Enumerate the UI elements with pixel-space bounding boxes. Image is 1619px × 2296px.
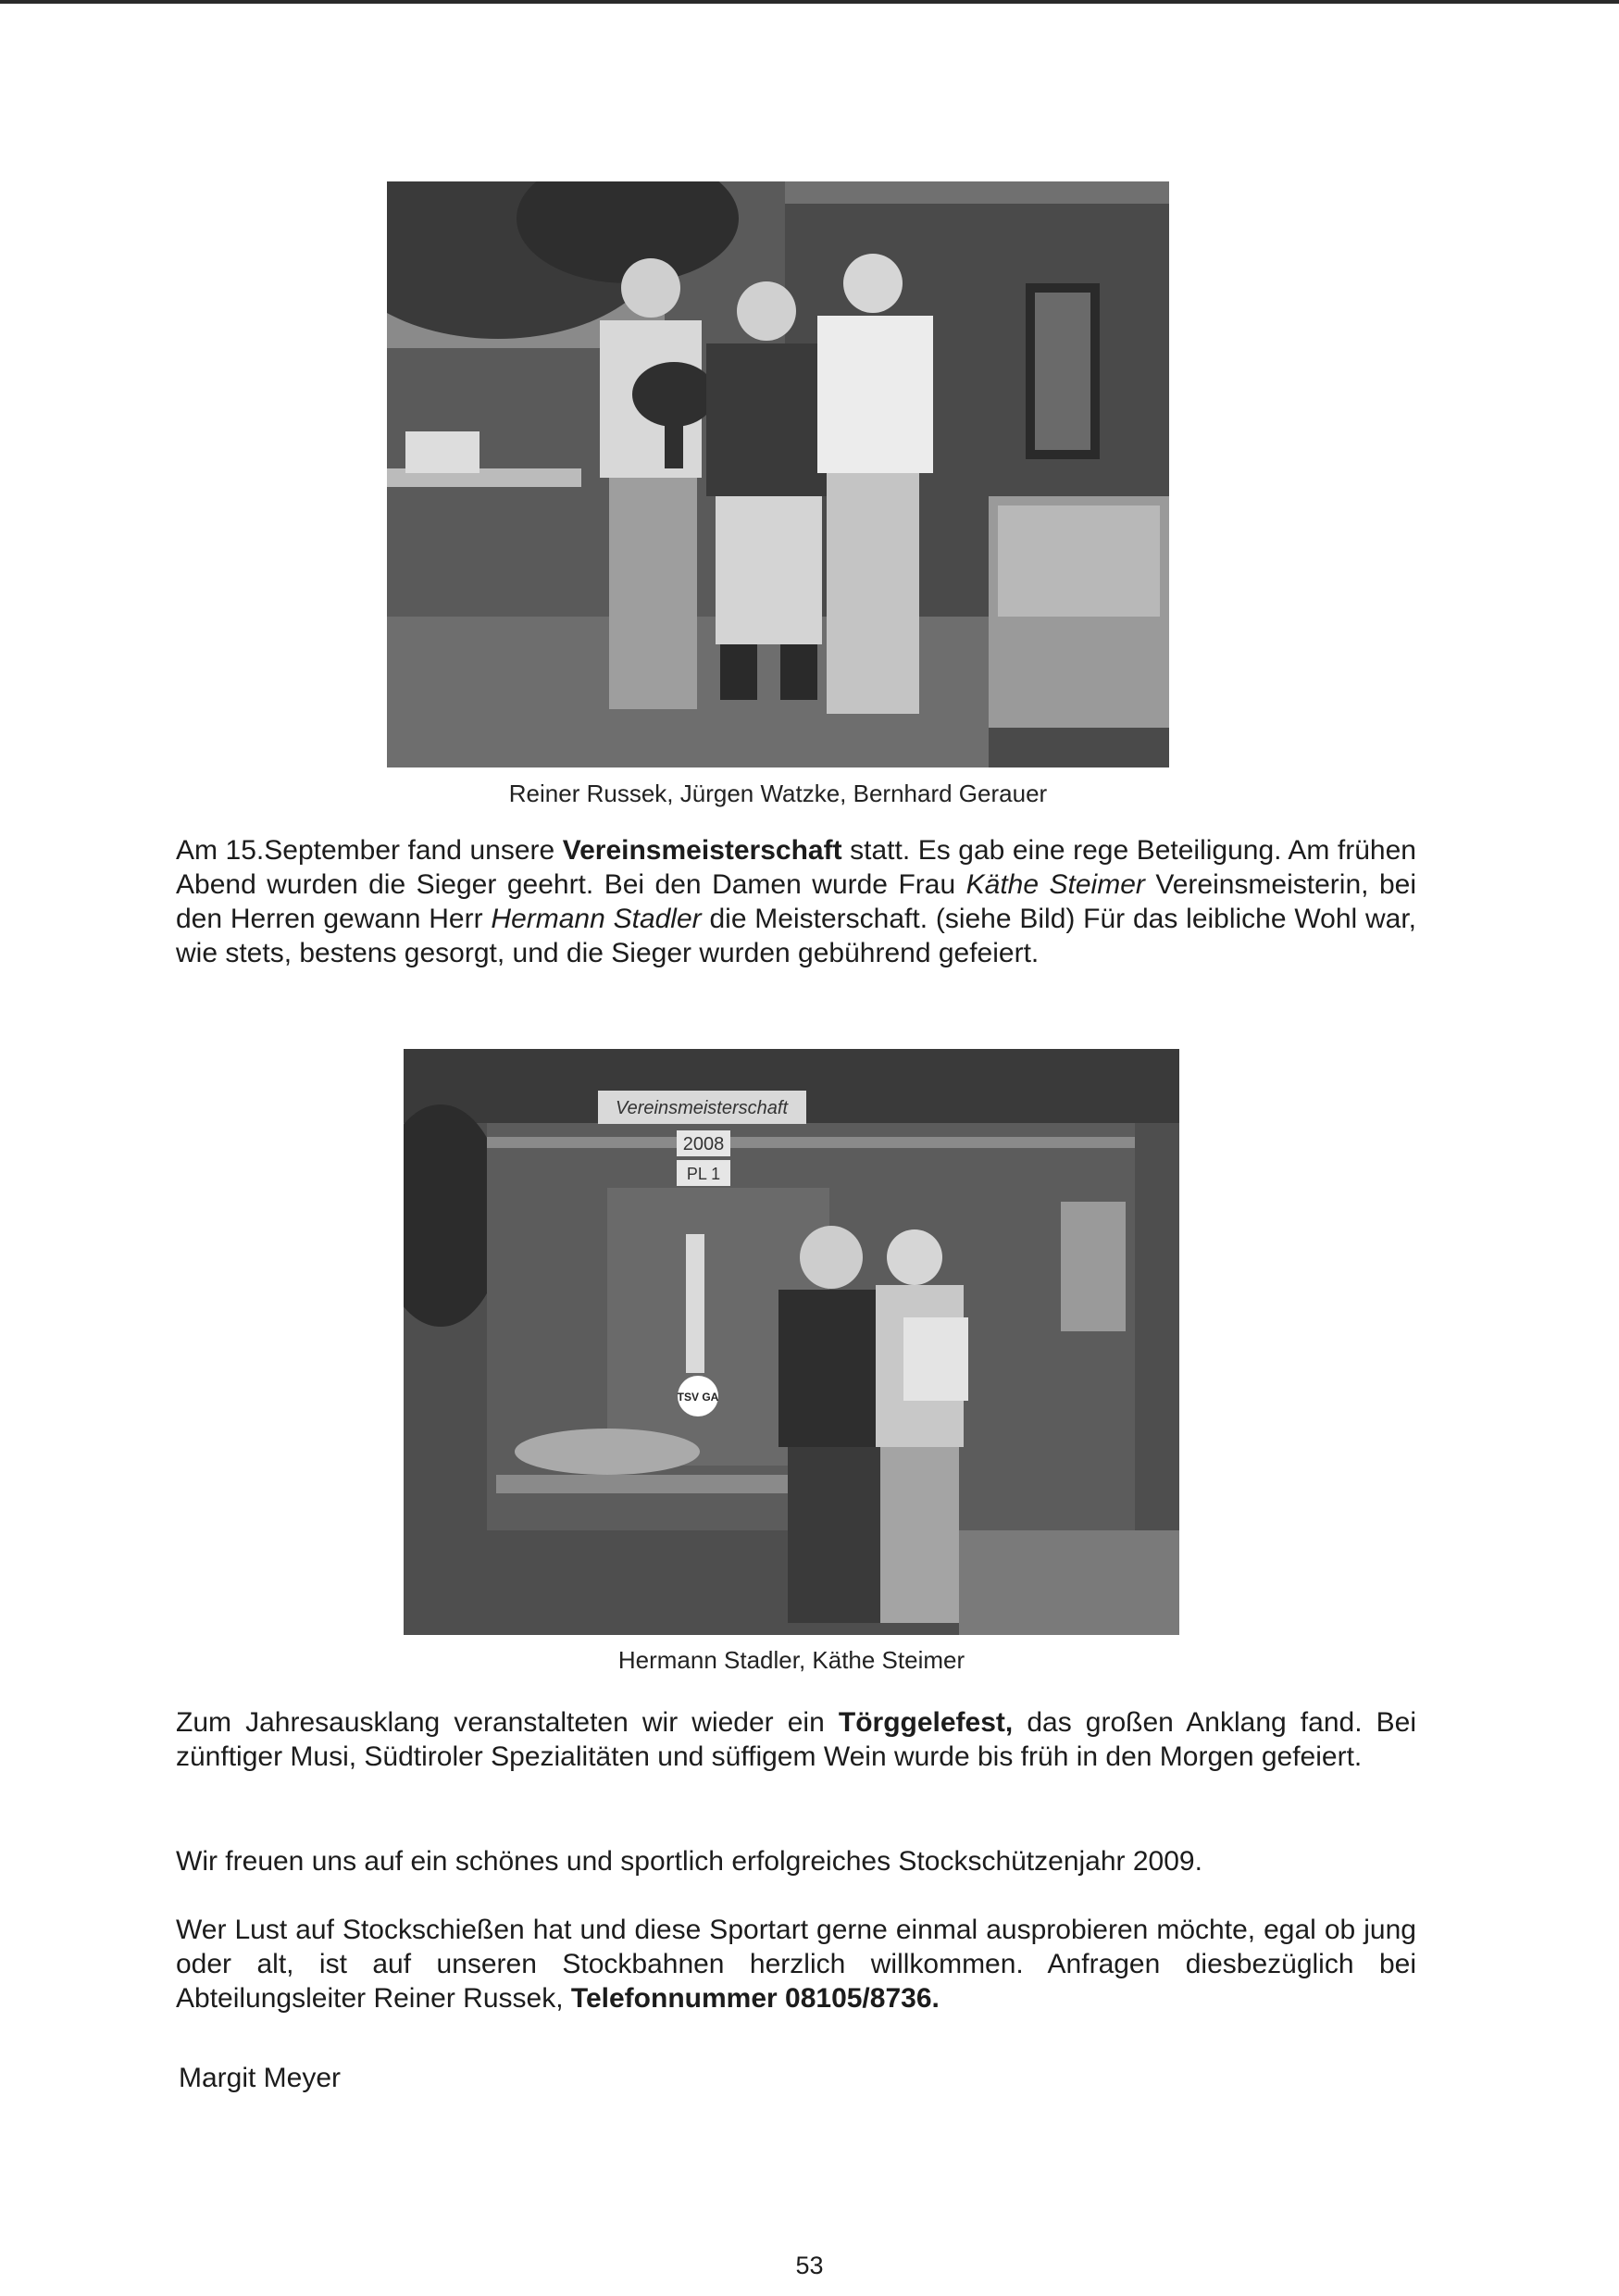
sign-place: PL 1 bbox=[686, 1165, 721, 1183]
paragraph-invitation: Wer Lust auf Stockschießen hat und diese Sportart gerne einmal ausprobieren möchte, egal ob jung oder alt, ist auf unseren Stockbahnen herzlich willkommen. Anfragen diesbezüglich bei Abteilungsleiter Reiner Russek, Telefonnummer 08105/8736. bbox=[176, 1915, 1416, 2014]
scan-edge bbox=[0, 0, 1619, 4]
photo-club-champions bbox=[404, 1049, 1179, 1635]
phone-number: Telefonnummer 08105/8736. bbox=[570, 1983, 940, 2014]
paragraph-outlook: Wir freuen uns auf ein schönes und sportlich erfolgreiches Stockschützenjahr 2009. bbox=[176, 1846, 1202, 1877]
emphasis: Vereinsmeisterschaft bbox=[562, 835, 842, 866]
paragraph-championship: Am 15.September fand unsere Vereinsmeisterschaft statt. Es gab eine rege Beteiligung. Am frühen Abend wurden die Sieger geehrt. Bei den Damen wurde Frau Käthe Steimer Vereinsmeisterin, bei den Herren gewann Herr Hermann Stadler die Meisterschaft. (siehe Bild) Für das leibliche Wohl war, wie stets, bestens gesorgt, und die Sieger wurden gebührend gefeiert. bbox=[176, 835, 1416, 968]
badge-text: TSV GA bbox=[677, 1391, 719, 1404]
page-number: 53 bbox=[795, 2252, 824, 2279]
photo-caption: Hermann Stadler, Käthe Steimer bbox=[617, 1646, 965, 1674]
photo-caption: Reiner Russek, Jürgen Watzke, Bernhard Gerauer bbox=[508, 780, 1048, 807]
name-emphasis: Käthe Steimer bbox=[965, 869, 1145, 900]
photo-trophy-winners bbox=[387, 181, 1169, 767]
sign-year: 2008 bbox=[682, 1134, 725, 1154]
paragraph-toerggelefest: Zum Jahresausklang veranstalteten wir wieder ein Törggelefest, das großen Anklang fand. Bei zünftiger Musi, Südtiroler Spezialitäten und süffigem Wein wurde bis früh in den Morgen gefeiert. bbox=[176, 1707, 1416, 1772]
name-emphasis: Hermann Stadler bbox=[491, 904, 702, 934]
author-signature: Margit Meyer bbox=[179, 2063, 342, 2093]
emphasis: Törggelefest, bbox=[838, 1707, 1014, 1738]
sign-title: Vereinsmeisterschaft bbox=[616, 1098, 788, 1118]
